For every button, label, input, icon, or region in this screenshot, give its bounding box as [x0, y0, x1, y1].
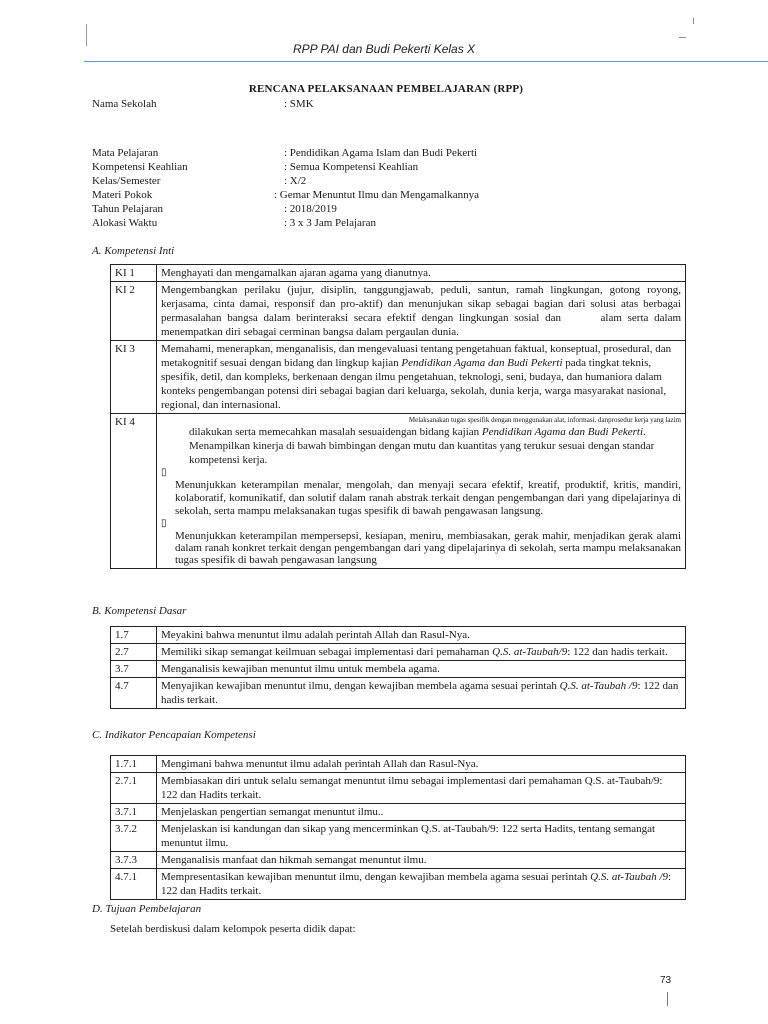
kd-text: [157, 644, 686, 661]
kd-text-italic: Q.S. at-Taubah /9: [559, 680, 638, 692]
heading-indikator: C. Indikator Pencapaian Kompetensi: [92, 729, 256, 741]
label-alokasi-waktu: Alokasi Waktu: [92, 217, 158, 229]
table-row: [111, 852, 686, 869]
ki-text: [157, 414, 686, 569]
value-alokasi-waktu: : 3 x 3 Jam Pelajaran: [284, 217, 376, 229]
ki4-small-line: Melaksanakan tugas spesifik dengan menggunakan alat, informasi, danprosedur kerja yang lazim: [408, 416, 681, 424]
kd-text-part: Menyajikan kewajiban menuntut ilmu, dengan kewajiban membela agama sesuai perintah: [161, 680, 557, 692]
label-mata-pelajaran: Mata Pelajaran: [92, 147, 159, 159]
ipk-text-part: : 122 dan Hadits terkait.: [161, 871, 672, 897]
crop-mark: [679, 37, 686, 38]
ki4-text-a: dilakukan serta memecahkan masalah sesuaidengan bidang kajian: [189, 426, 480, 438]
value-kompetensi-keahlian: : Semua Kompetensi Keahlian: [284, 161, 419, 173]
bullet-icon: ▯: [161, 467, 167, 478]
ki4-bullet-2: Menunjukkan keterampilan mempersepsi, kesiapan, meniru, membiasakan, gerak mahir, menjadikan gerak alami dalam ranah konkret terkait dengan pengembangan dari yang dipelajarinya di sekolah, serta mampu melaksanakan tugas spesifik di bawah pengawasan langsung: [175, 530, 681, 566]
table-row: [111, 265, 686, 282]
ipk-text: Mengimani bahwa menuntut ilmu adalah perintah Allah dan Rasul-Nya.: [157, 756, 686, 773]
ipk-code: 3.7.1: [111, 804, 157, 821]
page-number: 73: [660, 975, 672, 986]
ipk-text: Menjelaskan isi kandungan dan sikap yang mencerminkan Q.S. at-Taubah/9: 122 serta Hadits, tentang semangat menuntut ilmu.: [157, 821, 686, 852]
ipk-code: 1.7.1: [111, 756, 157, 773]
table-row: [111, 341, 686, 414]
kd-code: 1.7: [111, 627, 157, 644]
crop-mark: [693, 18, 694, 24]
ki-code: KI 2: [111, 282, 157, 341]
ipk-code: 3.7.3: [111, 852, 157, 869]
ki3-text-part1: Memahami, menerapkan, menganalisis, dan mengevaluasi tentang pengetahuan faktual, konseptual, prosedural, dan metakognitif sesuai dengan bidang dan lingkup kajian: [161, 343, 672, 369]
ki3-text-part2: pada tingkat teknis, spesifik, detil, dan kompleks, berkenaan dengan ilmu pengetahuan, teknologi, seni, budaya, dan humaniora dalam konteks pengembangan potensi diri sebagai bagian dari keluarga, sekolah, dunia kerja, warga masyarakat nasional, regional, dan internasional.: [161, 357, 667, 411]
kd-text: [157, 678, 686, 709]
ki-code: KI 3: [111, 341, 157, 414]
table-kompetensi-inti: [110, 264, 686, 569]
table-indikator: [110, 755, 686, 900]
table-row: [111, 661, 686, 678]
kd-text-part: : 122 dan hadis terkait.: [567, 646, 668, 658]
margin-mark: [667, 992, 668, 1006]
table-kompetensi-dasar: [110, 626, 686, 709]
heading-kompetensi-dasar: B. Kompetensi Dasar: [92, 605, 187, 617]
kd-text-part: Memiliki sikap semangat keilmuan sebagai implementasi dari pemahaman: [161, 646, 490, 658]
tujuan-intro: Setelah berdiskusi dalam kelompok peserta didik dapat:: [110, 923, 356, 935]
ipk-text-part: Mempresentasikan kewajiban menuntut ilmu, dengan kewajiban membela agama sesuai perintah: [161, 871, 588, 883]
table-row: [111, 773, 686, 804]
table-row: [111, 756, 686, 773]
ki3-text-italic: Pendidikan Agama dan Budi Pekerti: [401, 357, 563, 369]
ipk-code: 2.7.1: [111, 773, 157, 804]
value-mata-pelajaran: : Pendidikan Agama Islam dan Budi Pekerti: [284, 147, 478, 159]
label-kelas-semester: Kelas/Semester: [92, 175, 161, 187]
value-kelas-semester: : X/2: [284, 175, 307, 187]
kd-text-italic: Q.S. at-Taubah/9: [492, 646, 568, 658]
ipk-text: [157, 869, 686, 900]
ki-code: KI 4: [111, 414, 157, 569]
value-tahun-pelajaran: : 2018/2019: [284, 203, 337, 215]
table-row: [111, 282, 686, 341]
heading-tujuan: D. Tujuan Pembelajaran: [92, 903, 202, 915]
heading-kompetensi-inti: A. Kompetensi Inti: [92, 245, 175, 257]
ki4-main-text: [161, 425, 681, 467]
ki2-text-part1: Mengembangkan perilaku (jujur, disiplin, tanggungjawab, peduli, santun, ramah lingkungan, gotong royong, kerjasama, cinta damai, responsif dan pro-aktif) dan menunjukan sikap sebagai bagian dari solusi atas berbagai permasalahan bangsa dalam berinteraksi secara efektif dengan lingkungan sosial dan: [161, 284, 681, 324]
kd-code: 4.7: [111, 678, 157, 709]
kd-text: Menganalisis kewajiban menuntut ilmu untuk membela agama.: [157, 661, 686, 678]
bullet-icon: ▯: [161, 518, 167, 529]
ipk-text: Menganalisis manfaat dan hikmah semangat menuntut ilmu.: [157, 852, 686, 869]
ki4-text-b: . Menampilkan kinerja di bawah bimbingan dengan mutu dan kuantitas yang terukur sesuai dengan standar kompetensi kerja.: [189, 426, 655, 466]
table-row: [111, 644, 686, 661]
ki-text: Menghayati dan mengamalkan ajaran agama yang dianutnya.: [157, 265, 686, 282]
label-tahun-pelajaran: Tahun Pelajaran: [92, 203, 164, 215]
table-row: [111, 678, 686, 709]
ipk-code: 3.7.2: [111, 821, 157, 852]
header-rule: [84, 61, 768, 62]
ki-text: [157, 341, 686, 414]
label-nama-sekolah: Nama Sekolah: [92, 98, 157, 110]
kd-text-part: : 122 dan hadis terkait.: [161, 680, 679, 706]
kd-code: 2.7: [111, 644, 157, 661]
value-materi-pokok: : Gemar Menuntut Ilmu dan Mengamalkannya: [274, 189, 479, 201]
label-kompetensi-keahlian: Kompetensi Keahlian: [92, 161, 188, 173]
ki-code: KI 1: [111, 265, 157, 282]
ipk-code: 4.7.1: [111, 869, 157, 900]
table-row: [111, 414, 686, 569]
kd-code: 3.7: [111, 661, 157, 678]
ki4-text-italic: Pendidikan Agama dan Budi Pekerti: [481, 426, 644, 438]
table-row: [111, 804, 686, 821]
ipk-text: Menjelaskan pengertian semangat menuntut ilmu..: [157, 804, 686, 821]
ki4-bullet-1: Menunjukkan keterampilan menalar, mengolah, dan menyaji secara efektif, kreatif, produktif, kritis, mandiri, kolaboratif, komunikatif, dan solutif dalam ranah abstrak terkait dengan pengembangan dari yang dipelajarinya di sekolah, serta mampu melaksanakan tugas spesifik di bawah pengawasan langsung.: [175, 479, 681, 517]
document-title: RENCANA PELAKSANAAN PEMBELAJARAN (RPP): [248, 83, 524, 95]
table-row: [111, 627, 686, 644]
ki-text: [157, 282, 686, 341]
table-row: [111, 869, 686, 900]
label-materi-pokok: Materi Pokok: [92, 189, 153, 201]
running-header: RPP PAI dan Budi Pekerti Kelas X: [292, 42, 476, 56]
ipk-text-italic: Q.S. at-Taubah /9: [590, 871, 668, 883]
ki2-text-part2: alam serta dalam menempatkan diri sebagai cerminan bangsa dalam pergaulan dunia.: [161, 312, 682, 338]
value-nama-sekolah: : SMK: [284, 98, 314, 110]
kd-text: Meyakini bahwa menuntut ilmu adalah perintah Allah dan Rasul-Nya.: [157, 627, 686, 644]
table-row: [111, 821, 686, 852]
ipk-text: Membiasakan diri untuk selalu semangat menuntut ilmu sebagai implementasi dari pemahaman Q.S. at-Taubah/9: 122 dan Hadits terkait.: [157, 773, 686, 804]
